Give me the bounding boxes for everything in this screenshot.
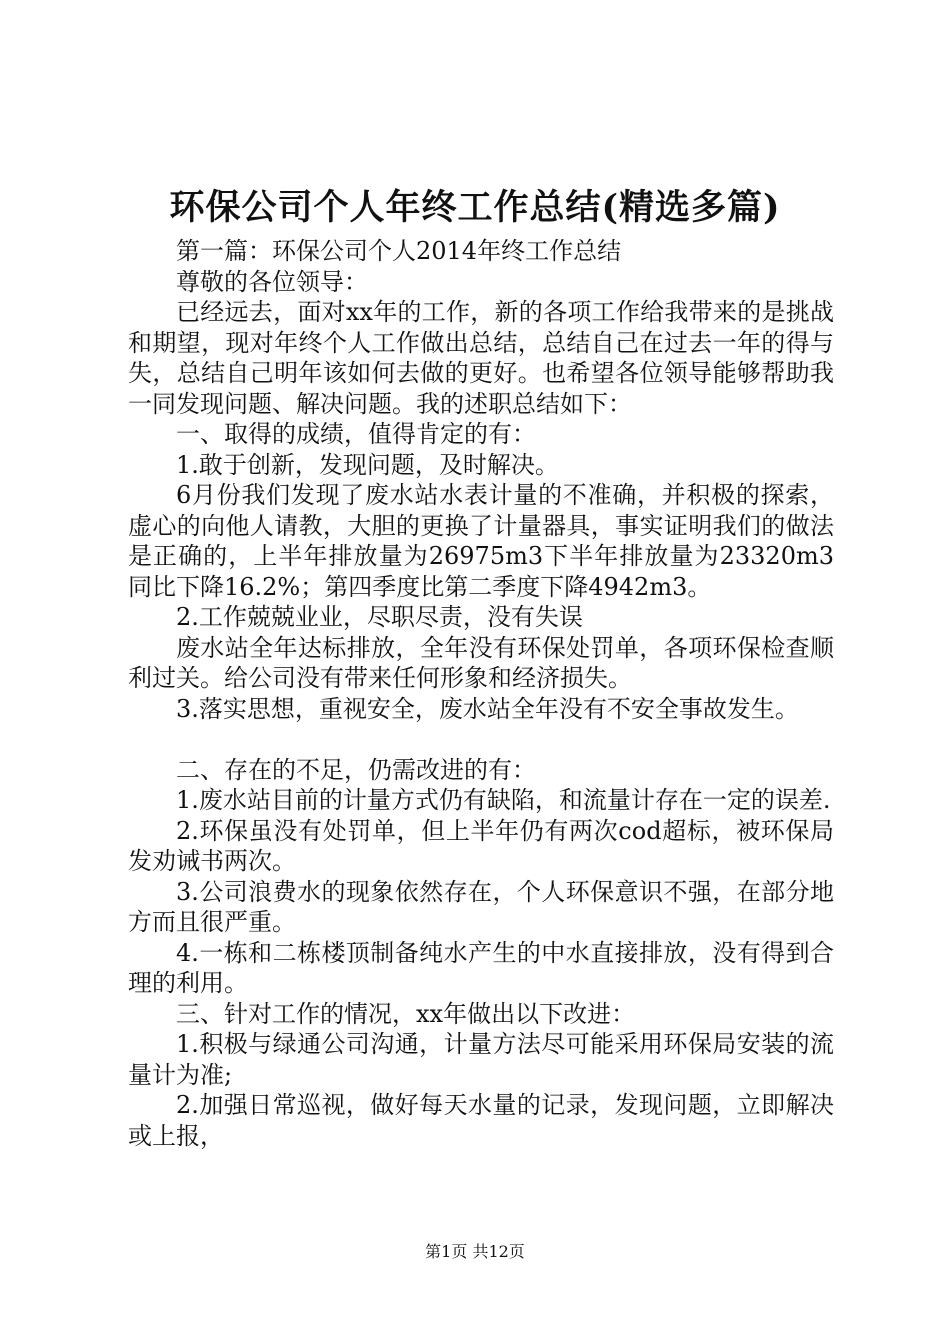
- improvement-item-1: 1.积极与绿通公司沟通，计量方法尽可能采用环保局安装的流量计为准;: [128, 1030, 834, 1089]
- paragraph-spacer: [128, 724, 834, 755]
- achievement-item-3: 3.落实思想，重视安全，废水站全年没有不安全事故发生。: [176, 694, 799, 723]
- achievements-heading: 一、取得的成绩，值得肯定的有：: [176, 420, 536, 448]
- achievement-item-2: 2.工作兢兢业业，尽职尽责，没有失误: [176, 603, 583, 631]
- page-number-footer: 第1页 共12页: [425, 1242, 525, 1261]
- shortcoming-item-4: 4.一栋和二栋楼顶制备纯水产生的中水直接排放，没有得到合理的利用。: [128, 938, 834, 997]
- improvements-heading: 三、针对工作的情况，xx年做出以下改进：: [176, 999, 636, 1028]
- achievement-detail-2: 废水站全年达标排放，全年没有环保处罚单，各项环保检查顺利过关。给公司没有带来任何形象和经济损失。: [128, 633, 834, 692]
- document-body: [128, 236, 834, 1151]
- shortcomings-heading: 二、存在的不足，仍需改进的有：: [176, 755, 536, 784]
- document-title: 环保公司个人年终工作总结(精选多篇): [169, 187, 781, 228]
- improvement-item-2: 2.加强日常巡视，做好每天水量的记录，发现问题，立即解决或上报，: [128, 1091, 834, 1150]
- intro-paragraph: 已经远去，面对xx年的工作，新的各项工作给我带来的是挑战和期望，现对年终个人工作做出总结，总结自己在过去一年的得与失，总结自己明年该如何去做的更好。也希望各位领导能够帮助我一同发现问题、解决问题。我的述职总结如下：: [128, 298, 834, 418]
- shortcoming-item-2: 2.环保虽没有处罚单，但上半年仍有两次cod超标，被环保局发劝诫书两次。: [128, 816, 834, 875]
- achievement-detail-1: 6月份我们发现了废水站水表计量的不准确，并积极的探索，虚心的向他人请教，大胆的更换了计量器具，事实证明我们的做法是正确的，上半年排放量为26975m3下半年排放量为23320m3同比下降16.2%；第四季度比第二季度下降4942m3。: [128, 481, 834, 601]
- shortcoming-item-3: 3.公司浪费水的现象依然存在，个人环保意识不强，在部分地方而且很严重。: [128, 877, 834, 936]
- achievement-item-1: 1.敢于创新，发现问题，及时解决。: [176, 450, 559, 479]
- shortcoming-item-1: 1.废水站目前的计量方式仍有缺陷，和流量计存在一定的误差.: [176, 786, 831, 814]
- salutation: 尊敬的各位领导：: [176, 267, 368, 296]
- section-heading-first-part: 第一篇：环保公司个人2014年终工作总结: [176, 237, 622, 265]
